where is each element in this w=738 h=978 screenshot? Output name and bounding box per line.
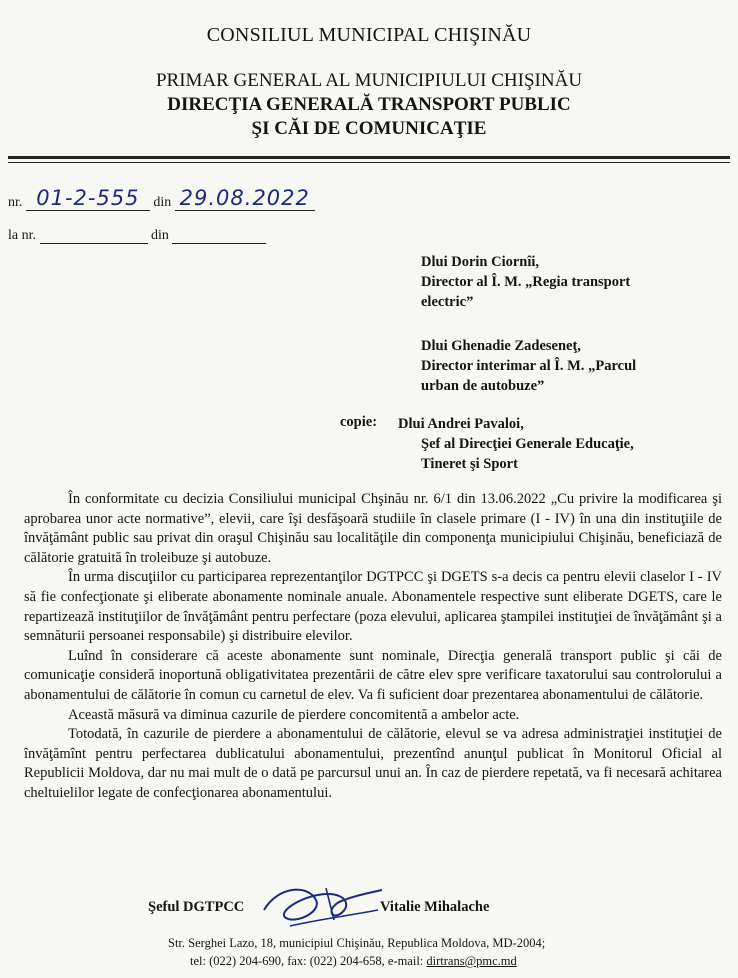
- mayor-title: PRIMAR GENERAL AL MUNICIPIULUI CHIŞINĂU: [155, 70, 583, 91]
- reference-line: [8, 228, 266, 244]
- header-rule-thick: [8, 156, 730, 159]
- body-paragraph-1: În conformitate cu decizia Consiliului municipal Chşinău nr. 6/1 din 13.06.2022 „Cu privire la modificarea şi aprobarea unor acte normative”, elevii, care îşi desfăşoară studiile în clasele primare (I - IV) în una din instituţiile de învăţământ public sau privat din oraşul Chişinău sau localităţile din componenţa municipiului Chişinău, beneficiază de călătorie gratuită în troleibuze şi autobuze.: [24, 491, 722, 566]
- din-label: din: [153, 195, 172, 210]
- registration-number: 01-2-555: [26, 186, 150, 211]
- council-title: CONSILIUL MUNICIPAL CHIŞINĂU: [206, 24, 532, 46]
- body-paragraph-2: În urma discuţiilor cu participarea reprezentanţilor DGTPCC şi DGETS s-a decis ca pentru elevii claselor I - IV să fie confecţionate şi eliberate abonamente nominale anuale. Abonamentele respective sunt eliberate DGETS, care le repartizează instituţiilor de învăţământ pentru perfectare (poza elevului, aplicarea ştampilei instituţiei de învăţământ şi a semnăturii persoanei responsabile) şi distribuire elevilor.: [24, 569, 722, 645]
- body-paragraph-3: Luînd în considerare că aceste abonamente sunt nominale, Direcţia generală transport public şi căi de comunicaţie consideră inoportună obligativitatea prezentării de către elev spre verificare taxatorului sau controlorului a abonamentului de călătorie în comun cu carnetul de elev. Va fi suficient doar prezentarea abonamentului de călătorie.: [24, 647, 722, 703]
- footer-phone-fax: tel: (022) 204-690, fax: (022) 204-658, e-mail:: [190, 954, 427, 968]
- signatory-name: Vitalie Mihalache: [380, 899, 490, 915]
- copy-label: copie:: [340, 414, 378, 430]
- signatory-role: Şeful DGTPCC: [148, 899, 245, 915]
- footer-address: Str. Serghei Lazo, 18, municipiul Chişinău, Republica Moldova, MD-2004;: [168, 936, 546, 950]
- reference-number-blank: [40, 229, 148, 244]
- registration-date: 29.08.2022: [175, 186, 315, 211]
- din2-label: din: [151, 228, 169, 243]
- copy-recipient-position-cont: Tineret şi Sport: [421, 456, 518, 472]
- footer-contacts: [190, 954, 670, 969]
- handwritten-signature: [256, 880, 386, 932]
- addressee-2-position-cont: urban de autobuze”: [421, 378, 545, 394]
- body-paragraph-4: Această măsură va diminua cazurile de pierdere concomitentă a ambelor acte.: [68, 706, 520, 723]
- registration-line: [8, 186, 315, 211]
- directorate-title: DIRECŢIA GENERALĂ TRANSPORT PUBLIC: [167, 94, 571, 115]
- addressee-1-position-cont: electric”: [421, 294, 474, 310]
- letter-body: [24, 490, 722, 804]
- addressee-1-name: Dlui Dorin Ciornîi,: [421, 254, 540, 270]
- la-nr-label: la nr.: [8, 228, 36, 243]
- copy-recipient: [398, 414, 634, 474]
- header-rule-thin: [8, 162, 730, 163]
- copy-recipient-position: Şef al Direcţiei Generale Educaţie,: [421, 436, 634, 452]
- addressee-2-position: Director interimar al Î. M. „Parcul: [421, 358, 637, 374]
- body-paragraph-5: Totodată, în cazurile de pierdere a abonamentului de călătorie, elevul se va adresa administraţiei instituţiei de învăţămînt pentru perfectarea dublicatului abonamentului, prezentînd anunţul publicat în Monitorul Oficial al Republicii Moldova, dar nu mai mult de o dată pe parcursul unui an. În caz de pierdere repetată, va fi necesară achitarea cheltuielilor legate de confecţionarea abonamentului.: [24, 726, 722, 801]
- addressee-2-name: Dlui Ghenadie Zadeseneţ,: [421, 338, 581, 354]
- addressee-1: [421, 252, 630, 312]
- addressee-2: [421, 336, 636, 396]
- addressee-1-position: Director al Î. M. „Regia transport: [421, 274, 631, 290]
- footer-email-link[interactable]: dirtrans@pmc.md: [426, 954, 517, 968]
- directorate-subtitle: ŞI CĂI DE COMUNICAŢIE: [251, 118, 487, 139]
- reference-date-blank: [172, 229, 266, 244]
- nr-label: nr.: [8, 195, 23, 210]
- copy-recipient-name: Dlui Andrei Pavaloi,: [398, 416, 524, 432]
